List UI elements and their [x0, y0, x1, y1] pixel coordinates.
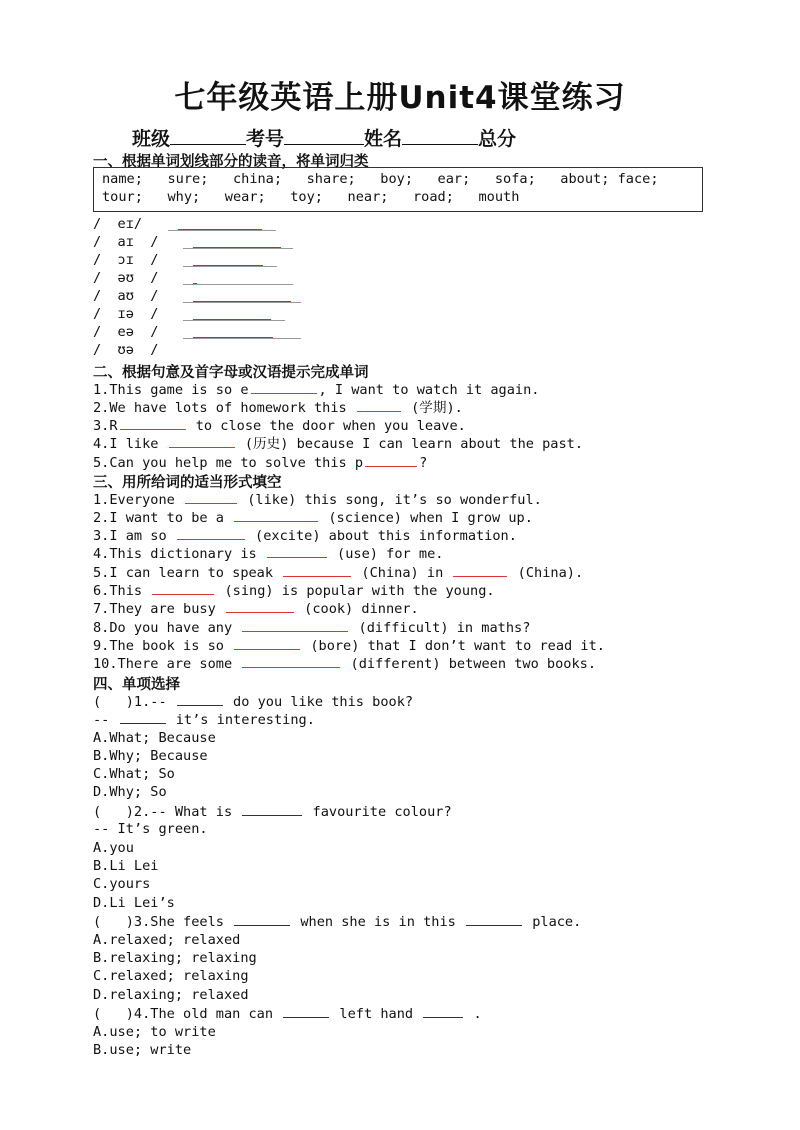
mc-option[interactable]: A.What; Because — [93, 730, 216, 746]
answer-blank[interactable] — [251, 380, 317, 394]
mc-option[interactable]: D.Li Lei’s — [93, 895, 175, 911]
phonetic-label: / eə / — [93, 324, 159, 340]
answer-blank[interactable] — [234, 508, 318, 522]
mc-question-2: ( )2.-- What is favourite colour? — [93, 804, 452, 820]
answer-blank[interactable] — [357, 398, 401, 412]
mc-option[interactable]: C.What; So — [93, 766, 175, 782]
fill-in-question: 10.There are some (different) between two books. — [93, 656, 597, 672]
score-label: 总分 — [478, 128, 517, 150]
phonetic-answer-line[interactable] — [183, 284, 293, 285]
phonetic-label: / eɪ/ — [93, 216, 143, 232]
answer-blank[interactable] — [226, 599, 294, 613]
phonetic-label: / aɪ / — [93, 234, 159, 250]
fill-in-question: 9.The book is so (bore) that I don’t want to read it. — [93, 638, 605, 654]
mc-option[interactable]: D.Why; So — [93, 784, 167, 800]
exam-no-label: 考号 — [246, 128, 285, 150]
mc-option[interactable]: C.yours — [93, 876, 151, 892]
mc-option[interactable]: A.you — [93, 840, 134, 856]
word-list-line-1: name; sure; china; share; boy; ear; sofa; about; face; — [102, 171, 659, 187]
fill-in-question: 5.I can learn to speak (China) in (China). — [93, 565, 584, 581]
section-4-heading: 四、单项选择 — [93, 677, 180, 693]
name-label: 姓名 — [364, 128, 403, 150]
answer-blank[interactable] — [234, 636, 300, 650]
phonetic-label: / ɔɪ / — [93, 252, 159, 268]
phonetic-answer-line[interactable] — [183, 320, 285, 321]
word-box — [93, 167, 703, 212]
fill-in-question: 8.Do you have any (difficult) in maths? — [93, 620, 531, 636]
mc-option[interactable]: B.use; write — [93, 1042, 192, 1058]
answer-blank[interactable] — [177, 526, 245, 540]
mc-question-2-reply: -- It’s green. — [93, 821, 208, 837]
phonetic-label: / əʊ / — [93, 270, 159, 286]
answer-blank[interactable] — [283, 1004, 329, 1018]
page-title: 七年级英语上册Unit4课堂练习 — [174, 80, 626, 116]
answer-blank[interactable] — [120, 710, 166, 724]
phonetic-answer-line[interactable] — [168, 230, 276, 231]
answer-blank[interactable] — [466, 912, 522, 926]
mc-question-3: ( )3.She feels when she is in this place. — [93, 914, 582, 930]
mc-question-1-reply: -- it’s interesting. — [93, 712, 315, 728]
exam-no-blank[interactable] — [284, 126, 364, 145]
fill-in-question: 5.Can you help me to solve this p ? — [93, 455, 428, 471]
mc-option[interactable]: C.relaxed; relaxing — [93, 968, 249, 984]
mc-option[interactable]: A.relaxed; relaxed — [93, 932, 241, 948]
answer-blank[interactable] — [453, 563, 507, 577]
mc-question-4: ( )4.The old man can left hand . — [93, 1006, 482, 1022]
fill-in-question: 6.This (sing) is popular with the young. — [93, 583, 495, 599]
answer-blank[interactable] — [169, 434, 235, 448]
answer-blank[interactable] — [423, 1004, 463, 1018]
mc-question-1: ( )1.-- do you like this book? — [93, 694, 414, 710]
mc-option[interactable]: B.relaxing; relaxing — [93, 950, 257, 966]
fill-in-question: 4.This dictionary is (use) for me. — [93, 546, 444, 562]
answer-blank[interactable] — [365, 453, 417, 467]
word-list-line-2: tour; why; wear; toy; near; road; mouth — [102, 189, 520, 205]
answer-blank[interactable] — [185, 490, 237, 504]
answer-blank[interactable] — [177, 692, 223, 706]
fill-in-question: 3.I am so (excite) about this information. — [93, 528, 517, 544]
mc-option[interactable]: B.Li Lei — [93, 858, 159, 874]
phonetic-answer-line[interactable] — [183, 248, 293, 249]
answer-blank[interactable] — [242, 802, 302, 816]
answer-blank[interactable] — [242, 618, 348, 632]
class-label: 班级 — [132, 128, 171, 150]
student-info-row — [132, 124, 516, 151]
fill-in-question: 4.I like (历史) because I can learn about the past. — [93, 436, 584, 452]
phonetic-answer-line[interactable] — [183, 338, 301, 339]
phonetic-label: / ɪə / — [93, 306, 159, 322]
answer-blank[interactable] — [120, 416, 186, 430]
mc-option[interactable]: A.use; to write — [93, 1024, 216, 1040]
phonetic-answer-line[interactable] — [183, 302, 301, 303]
fill-in-question: 1.This game is so e , I want to watch it again. — [93, 382, 540, 398]
fill-in-question: 3.R to close the door when you leave. — [93, 418, 466, 434]
answer-blank[interactable] — [283, 563, 351, 577]
mc-option[interactable]: D.relaxing; relaxed — [93, 987, 249, 1003]
fill-in-question: 2.I want to be a (science) when I grow up. — [93, 510, 533, 526]
section-2-heading: 二、根据句意及首字母或汉语提示完成单词 — [93, 365, 369, 381]
fill-in-question: 1.Everyone (like) this song, it’s so wonderful. — [93, 492, 542, 508]
fill-in-question: 7.They are busy (cook) dinner. — [93, 601, 419, 617]
answer-blank[interactable] — [152, 581, 214, 595]
answer-blank[interactable] — [242, 654, 340, 668]
mc-option[interactable]: B.Why; Because — [93, 748, 208, 764]
section-1-heading: 一、根据单词划线部分的读音，将单词归类 — [93, 154, 369, 170]
answer-blank[interactable] — [267, 544, 327, 558]
answer-blank[interactable] — [234, 912, 290, 926]
phonetic-answer-line[interactable] — [183, 266, 277, 267]
fill-in-question: 2.We have lots of homework this (学期). — [93, 400, 463, 416]
phonetic-label: / aʊ / — [93, 288, 159, 304]
class-blank[interactable] — [170, 126, 246, 145]
phonetic-label: / ʊə / — [93, 342, 159, 358]
name-blank[interactable] — [402, 126, 478, 145]
section-3-heading: 三、用所给词的适当形式填空 — [93, 475, 282, 491]
